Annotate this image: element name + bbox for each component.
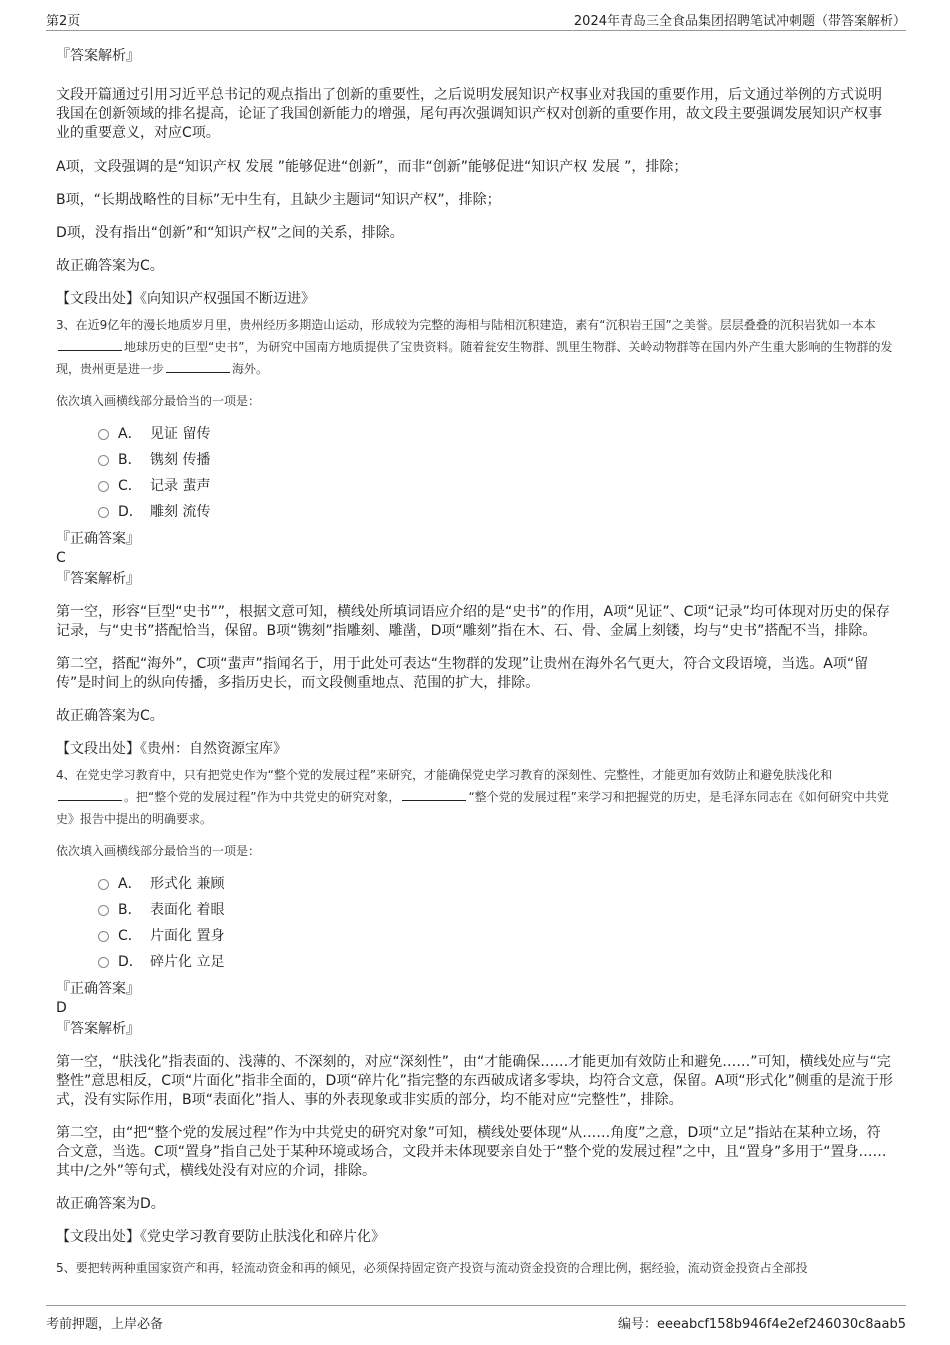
option-b[interactable]: B． 镌刻 传播 <box>56 450 894 470</box>
radio-icon[interactable] <box>98 905 109 916</box>
page-number: 第2页 <box>46 14 81 29</box>
option-c[interactable]: C． 记录 蜚声 <box>56 476 894 496</box>
option-c[interactable]: C． 片面化 置身 <box>56 926 894 946</box>
correct-answer: C <box>56 550 66 566</box>
analysis-paragraph: 第一空，形容“巨型“史书””，根据文意可知，横线处所填词语应介绍的是“史书”的作用，A项“见证”、C项“记录”均可体现对历史的保存记录，与“史书”搭配恰当，保留。B项“镌刻”指雕刻、雕凿，D项“雕刻”指在木、石、骨、金属上刻镂，均与“史书”搭配不当，排除。 <box>56 604 890 639</box>
radio-icon[interactable] <box>98 429 109 440</box>
analysis-paragraph: 第二空，由“把“整个党的发展过程”作为中共党史的研究对象”可知，横线处要体现“从……角度”之意，D项“立足”指站在某种立场，符合文意，当选。C项“置身”指自己处于某种环境或场合，文段并未体现要亲自处于“整个党的发展过程”之中，且“置身”多用于“置身……其中/之外”等句式，横线处没有对应的介词，排除。 <box>56 1125 887 1179</box>
correct-answer-conclusion: 故正确答案为D。 <box>56 1196 165 1212</box>
radio-icon[interactable] <box>98 481 109 492</box>
header-divider <box>46 30 906 31</box>
q4-section <box>56 764 894 1247</box>
option-a[interactable]: A． 见证 留传 <box>56 424 894 444</box>
question-prompt: 依次填入画横线部分最恰当的一项是： <box>56 844 261 858</box>
option-list <box>56 874 894 972</box>
answer-analysis-label: 『答案解析』 <box>56 48 140 64</box>
correct-answer-label: 『正确答案』 <box>56 531 140 547</box>
passage-source: 【文段出处】《贵州：自然资源宝库》 <box>56 741 287 757</box>
question-stem: 3、在近9亿年的漫长地质岁月里，贵州经历多期造山运动，形成较为完整的海相与陆相沉积建造，素有“沉积岩王国”之美誉。层层叠叠的沉积岩犹如一本本地球历史的巨型“史书”，为研究中国南方地质提供了宝贵资料。随着瓮安生物群、凯里生物群、关岭动物群等在国内外产生重大影响的生物群的发现，贵州更是进一步 海外。 <box>56 318 893 376</box>
option-b[interactable]: B． 表面化 着眼 <box>56 900 894 920</box>
radio-icon[interactable] <box>98 931 109 942</box>
analysis-paragraph: A项，文段强调的是“知识产权 发展 ”能够促进“创新”，而非“创新”能够促进“知识产权 发展 ”，排除； <box>56 159 688 175</box>
footer-slogan: 考前押题，上岸必备 <box>46 1317 164 1332</box>
document-title: 2024年青岛三全食品集团招聘笔试冲刺题（带答案解析） <box>573 14 906 29</box>
radio-icon[interactable] <box>98 507 109 518</box>
fill-blank <box>166 360 230 373</box>
q2-section <box>56 47 894 309</box>
analysis-paragraph: B项，“长期战略性的目标”无中生有，且缺少主题词“知识产权”，排除； <box>56 192 501 208</box>
footer-divider <box>46 1305 906 1306</box>
q3-section <box>56 314 894 759</box>
option-d[interactable]: D． 雕刻 流传 <box>56 502 894 522</box>
passage-source: 【文段出处】《向知识产权强国不断迈进》 <box>56 291 315 307</box>
answer-analysis-label: 『答案解析』 <box>56 1021 140 1037</box>
fill-blank <box>58 788 122 801</box>
analysis-paragraph: D项，没有指出“创新”和“知识产权”之间的关系，排除。 <box>56 225 404 241</box>
analysis-paragraph: 第一空，“肤浅化”指表面的、浅薄的、不深刻的，对应“深刻性”，由“才能确保……才能更加有效防止和避免……”可知，横线处应与“完整性”意思相反，C项“片面化”指非全面的，D项“碎片化”指完整的东西破成诸多零块，均符合文意，保留。A项“形式化”侧重的是流于形式，没有实际作用，B项“表面化”指人、事的外表现象或非实质的部分，均不能对应“完整性”，排除。 <box>56 1054 893 1108</box>
correct-answer-label: 『正确答案』 <box>56 981 140 997</box>
radio-icon[interactable] <box>98 879 109 890</box>
correct-answer-conclusion: 故正确答案为C。 <box>56 708 164 724</box>
page-header <box>0 0 950 30</box>
option-a[interactable]: A． 形式化 兼顾 <box>56 874 894 894</box>
correct-answer: D <box>56 1000 67 1016</box>
document-id: 编号：eeeabcf158b946f4e2ef246030c8aab5 <box>617 1317 906 1332</box>
answer-analysis-label: 『答案解析』 <box>56 571 140 587</box>
document-body <box>56 42 894 1297</box>
option-list <box>56 424 894 522</box>
question-prompt: 依次填入画横线部分最恰当的一项是： <box>56 394 261 408</box>
radio-icon[interactable] <box>98 957 109 968</box>
question-stem-partial: 5、要把转两种重国家资产和再，轻流动资金和再的倾见，必须保持固定资产投资与流动资金投资的合理比例，据经验，流动资金投资占全部投 <box>56 1261 808 1275</box>
option-d[interactable]: D． 碎片化 立足 <box>56 952 894 972</box>
passage-source: 【文段出处】《党史学习教育要防止肤浅化和碎片化》 <box>56 1229 385 1245</box>
analysis-paragraph: 文段开篇通过引用习近平总书记的观点指出了创新的重要性，之后说明发展知识产权事业对我国的重要作用，后文通过举例的方式说明我国在创新领域的排名提高，论证了我国创新能力的增强，尾句再次强调知识产权对创新的重要作用，故文段主要强调发展知识产权事业的重要意义，对应C项。 <box>56 87 882 141</box>
fill-blank <box>402 788 466 801</box>
correct-answer-conclusion: 故正确答案为C。 <box>56 258 164 274</box>
radio-icon[interactable] <box>98 455 109 466</box>
question-stem: 4、在党史学习教育中，只有把党史作为“整个党的发展过程”来研究，才能确保党史学习教育的深刻性、完整性，才能更加有效防止和避免肤浅化和。把“整个党的发展过程”作为中共党史的研究对象， “整个党的发展过程”来学习和把握党的历史，是毛泽东同志在《如何研究中共党史》报告中提出的明确要求。 <box>56 768 889 826</box>
fill-blank <box>58 338 122 351</box>
analysis-paragraph: 第二空，搭配“海外”，C项“蜚声”指闻名于，用于此处可表达“生物群的发现”让贵州在海外名气更大，符合文段语境，当选。A项“留传”是时间上的纵向传播，多指历史长，而文段侧重地点、范围的扩大，排除。 <box>56 656 869 691</box>
